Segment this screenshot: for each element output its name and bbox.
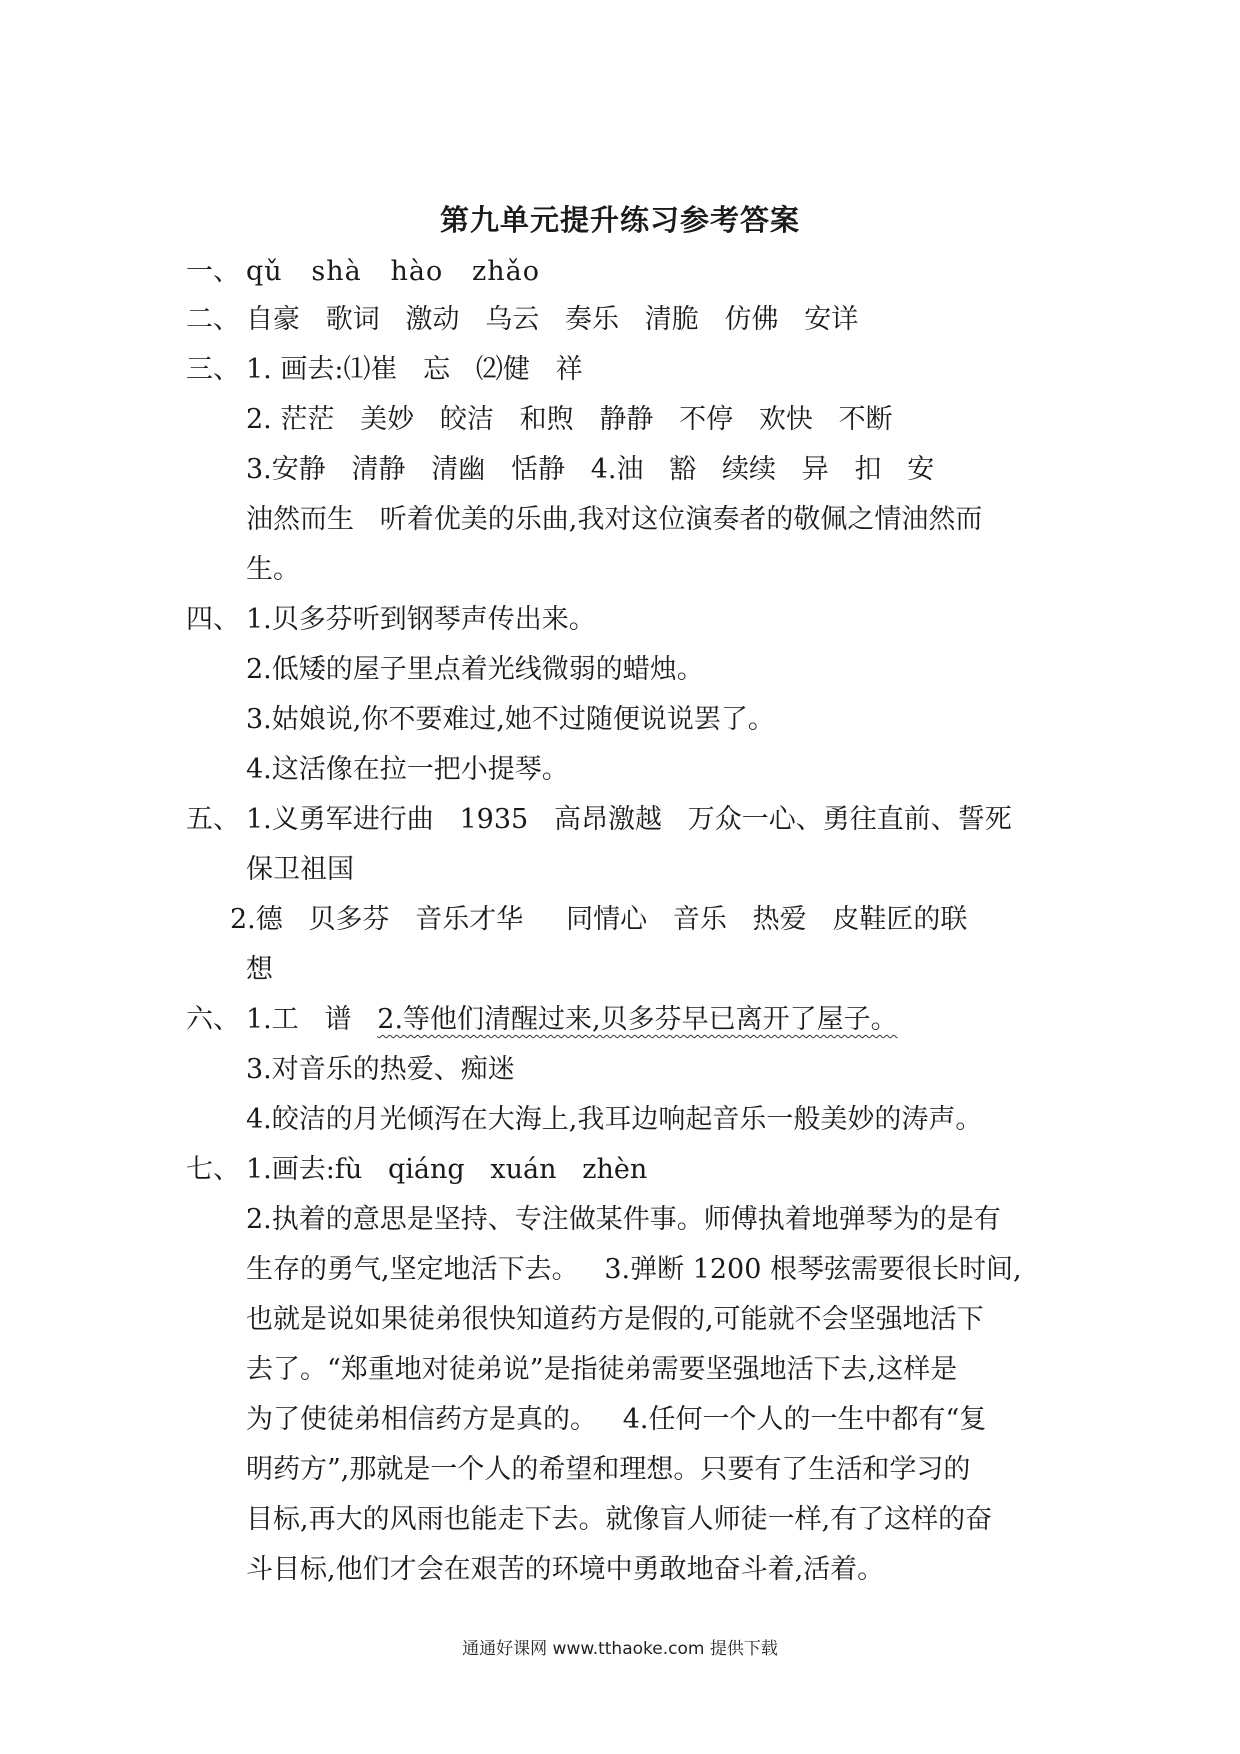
section-6-underlined-answer: 2.等他们清醒过来,贝多芬早已离开了屋子。	[377, 1004, 898, 1035]
section-1-number: 一、	[186, 256, 240, 287]
section-5-line-4: 想	[246, 954, 273, 985]
footer-source-note: 通通好课网 www.tthaoke.com 提供下载	[462, 1639, 778, 1659]
section-6-line-2: 3.对音乐的热爱、痴迷	[246, 1054, 515, 1085]
section-4-line-2: 2.低矮的屋子里点着光线微弱的蜡烛。	[246, 654, 704, 685]
section-7-number: 七、	[186, 1154, 240, 1185]
section-5-number: 五、	[186, 804, 240, 835]
section-3-line-2: 2. 茫茫 美妙 皎洁 和煦 静静 不停 欢快 不断	[246, 404, 893, 435]
section-7-line-5: 去了。“郑重地对徒弟说”是指徒弟需要坚强地活下去,这样是	[246, 1354, 958, 1385]
section-4-line-4: 4.这活像在拉一把小提琴。	[246, 754, 569, 785]
section-3-line-3: 3.安静 清静 清幽 恬静 4.油 豁 续续 异 扣 安	[246, 454, 935, 485]
section-6-line-1a: 1.工 谱	[246, 1004, 378, 1035]
section-7-line-2: 2.执着的意思是坚持、专注做某件事。师傅执着地弹琴为的是有	[246, 1204, 1001, 1235]
section-4-line-3: 3.姑娘说,你不要难过,她不过随便说说罢了。	[246, 704, 775, 735]
page-title: 第九单元提升练习参考答案	[439, 203, 800, 237]
section-1-pinyin: qǔ shà hào zhǎo	[246, 256, 540, 287]
section-5-line-1: 1.义勇军进行曲 1935 高昂激越 万众一心、勇往直前、誓死	[246, 804, 1012, 835]
section-6-number: 六、	[186, 1004, 240, 1035]
section-2-words: 自豪 歌词 激动 乌云 奏乐 清脆 仿佛 安详	[246, 304, 859, 335]
section-7-line-9: 斗目标,他们才会在艰苦的环境中勇敢地奋斗着,活着。	[246, 1554, 885, 1585]
section-7-line-7: 明药方”,那就是一个人的希望和理想。只要有了生活和学习的	[246, 1454, 971, 1485]
section-2-number: 二、	[186, 304, 240, 335]
section-7-line-1: 1.画去:fù qiáng xuán zhèn	[246, 1154, 648, 1185]
section-3-line-5: 生。	[246, 554, 300, 585]
section-5-line-2: 保卫祖国	[246, 854, 354, 885]
section-4-number: 四、	[186, 604, 240, 635]
section-7-line-8: 目标,再大的风雨也能走下去。就像盲人师徒一样,有了这样的奋	[246, 1504, 993, 1535]
section-4-line-1: 1.贝多芬听到钢琴声传出来。	[246, 604, 596, 635]
section-6-line-3: 4.皎洁的月光倾泻在大海上,我耳边响起音乐一般美妙的涛声。	[246, 1104, 983, 1135]
section-7-line-4: 也就是说如果徒弟很快知道药方是假的,可能就不会坚强地活下	[246, 1304, 984, 1335]
section-3-line-4: 油然而生 听着优美的乐曲,我对这位演奏者的敬佩之情油然而	[246, 504, 983, 535]
section-7-line-3: 生存的勇气,坚定地活下去。 3.弹断 1200 根琴弦需要很长时间,	[246, 1254, 1022, 1285]
section-5-line-3: 2.德 贝多芬 音乐才华 同情心 音乐 热爱 皮鞋匠的联	[230, 904, 968, 935]
section-6-line-1	[246, 1002, 898, 1038]
section-3-number: 三、	[186, 354, 240, 385]
section-7-line-6: 为了使徒弟相信药方是真的。 4.任何一个人的一生中都有“复	[246, 1404, 987, 1435]
section-3-line-1: 1. 画去:⑴崔 忘 ⑵健 祥	[246, 354, 583, 385]
